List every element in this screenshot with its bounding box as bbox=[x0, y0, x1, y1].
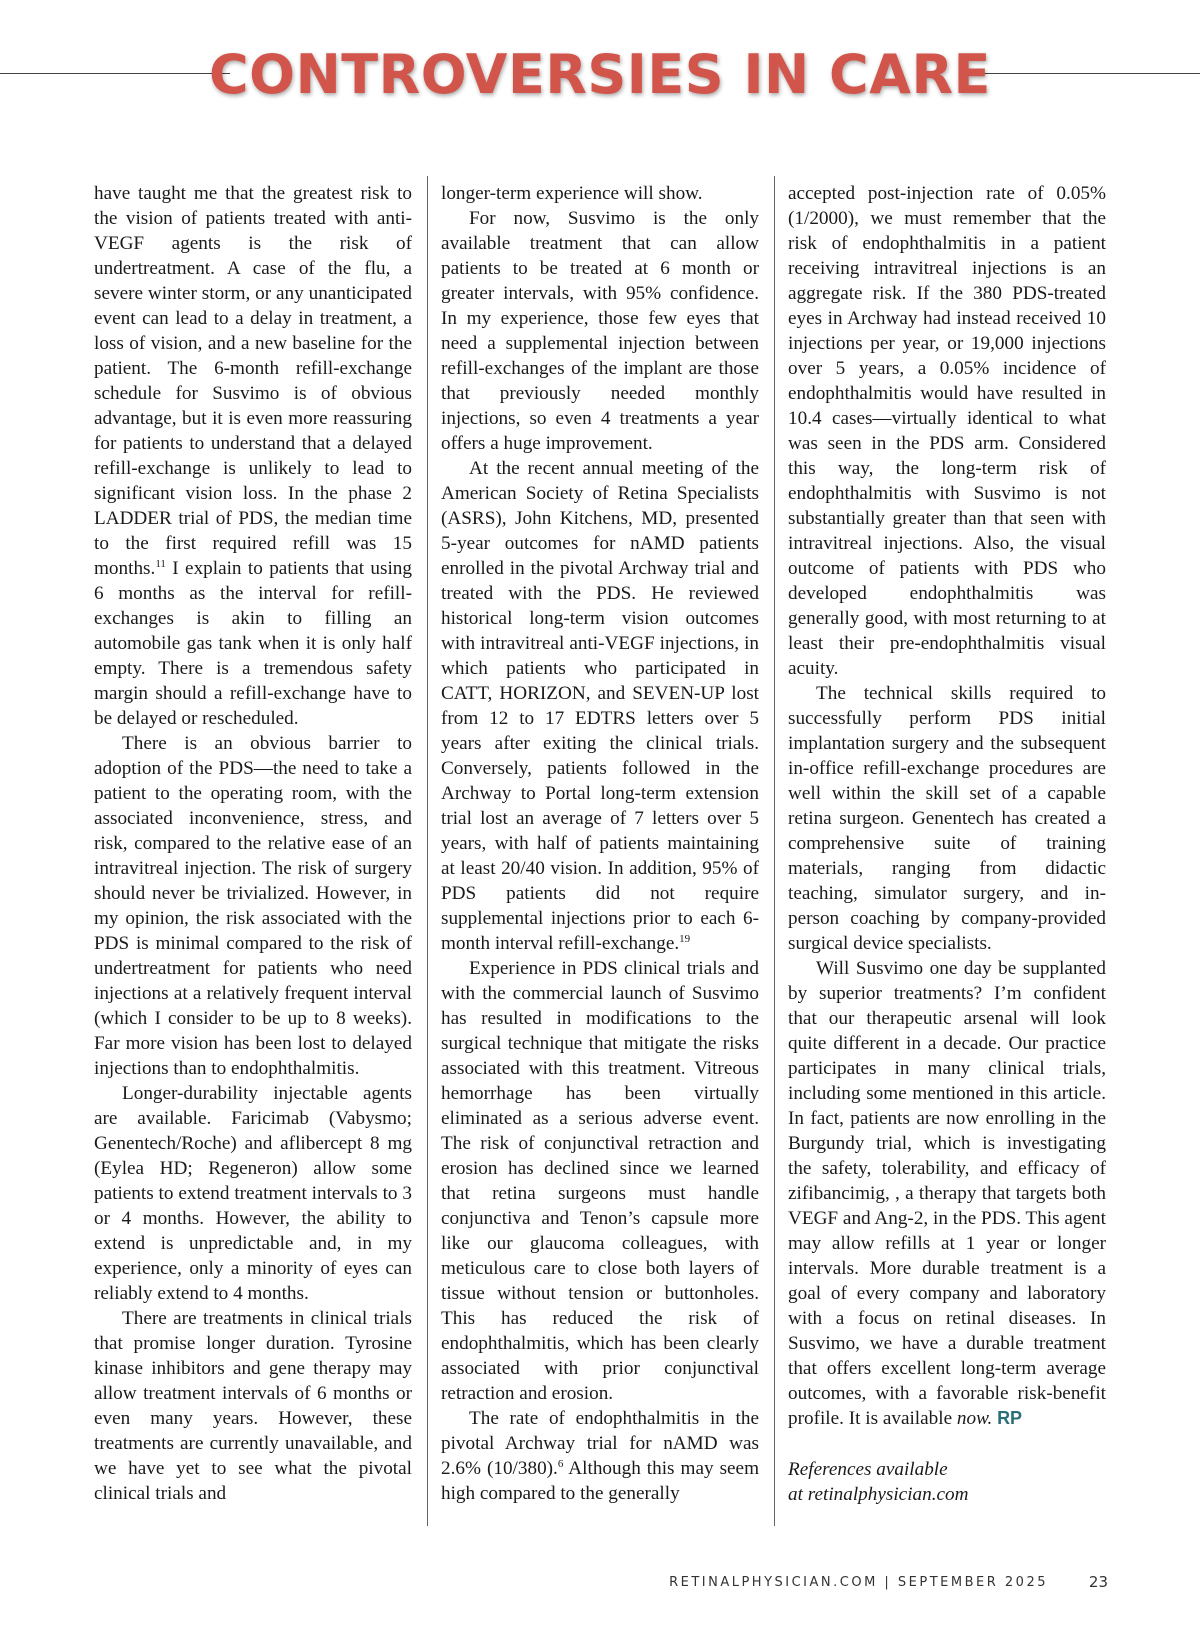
page-footer bbox=[600, 1571, 1120, 1595]
rp-end-mark: RP bbox=[997, 1408, 1023, 1428]
paragraph: The technical skills required to successfully perform PDS initial implantation surgery and the subsequent in-office refill-exchange procedures are well within the skill set of a capable retina surgeon. Genentech has created a comprehensive suite of training materials, ranging from didactic teaching, simulator surgery, and in-person coaching by company-provided surgical device specialists. bbox=[788, 683, 1106, 954]
section-title: CONTROVERSIES IN CARE bbox=[209, 43, 991, 106]
paragraph: There are treatments in clinical trials that promise longer duration. Tyrosine kinase inhibitors and gene therapy may allow treatment intervals of 6 months or even many years. However, these treatments are currently unavailable, and we have yet to see what the pivotal clinical trials and bbox=[94, 1308, 412, 1504]
paragraph: longer-term experience will show. bbox=[441, 183, 703, 204]
paragraph: accepted post-injection rate of 0.05% (1/2000), we must remember that the risk of endophthalmitis in a patient receiving intravitreal injections is an aggregate risk. If the 380 PDS-treated eyes in Archway had instead received 10 injections per year, or 19,000 injections over 5 years, a 0.05% incidence of endophthalmitis would have resulted in 10.4 cases—virtually identical to what was seen in the PDS arm. Considered this way, the long-term risk of endophthalmitis with Susvimo is not substantially greater than that seen with intravitreal injections. Also, the visual outcome of patients with PDS who developed endophthalmitis was generally good, with most returning to at least their pre-endophthalmitis visual acuity. bbox=[788, 183, 1106, 679]
paragraph: For now, Susvimo is the only available treatment that can allow patients to be treated at 6 month or greater intervals, with 95% confidence. In my experience, those few eyes that need a supplemental injection between refill-exchanges of the implant are those that previously needed monthly injections, so even 4 treatments a year offers a huge improvement. bbox=[441, 208, 759, 454]
citation: 11 bbox=[155, 558, 166, 570]
column-divider bbox=[427, 176, 428, 1526]
paragraph: The rate of endophthalmitis in the pivotal Archway trial for nAMD was 2.6% (10/380).$^6$ Although this may seem high compared to the generally bbox=[441, 1408, 759, 1504]
paragraph: have taught me that the greatest risk to the vision of patients treated with anti-VEGF agents is the risk of undertreatment. A case of the flu, a severe winter storm, or any unanticipated event can lead to a delay in treatment, a loss of vision, and a new baseline for the patient. The 6-month refill-exchange schedule for Susvimo is of obvious advantage, but it is even more reassuring for patients to understand that a delayed refill-exchange is unlikely to lead to significant vision loss. In the phase 2 LADDER trial of PDS, the median time to the first required refill was 15 months.$^{11}$ I explain to patients that using 6 months as the interval for refill-exchanges is akin to filling an automobile gas tank when it is only half empty. There is a tremendous safety margin should a refill-exchange have to be delayed or rescheduled. bbox=[94, 183, 412, 729]
column-divider bbox=[774, 176, 775, 1526]
references-note: References available at retinalphysician.com bbox=[788, 1459, 969, 1505]
footer-site-date: RETINALPHYSICIAN.COM | SEPTEMBER 2025 bbox=[669, 1575, 1048, 1590]
paragraph: At the recent annual meeting of the American Society of Retina Specialists (ASRS), John Kitchens, MD, presented 5-year outcomes for nAMD patients enrolled in the pivotal Archway trial and treated with the PDS. He reviewed historical long-term vision outcomes with intravitreal anti-VEGF injections, in which patients who participated in CATT, HORIZON, and SEVEN-UP lost from 12 to 17 EDTRS letters over 5 years after exiting the clinical trials. Conversely, patients followed in the Archway to Portal long-term extension trial lost an average of 7 letters over 5 years, with half of patients maintaining at least 20/40 vision. In addition, 95% of PDS patients did not require supplemental injections prior to each 6-month interval refill-exchange.$^{19}$ bbox=[441, 458, 759, 954]
paragraph: There is an obvious barrier to adoption of the PDS—the need to take a patient to the operating room, with the associated inconvenience, stress, and risk, compared to the relative ease of an intravitreal injection. The risk of surgery should never be trivialized. However, in my opinion, the risk associated with the PDS is minimal compared to the risk of undertreatment for patients who need injections at a relatively frequent interval (which I consider to be up to 8 weeks). Far more vision has been lost to delayed injections than to endophthalmitis. bbox=[94, 733, 412, 1079]
citation: 19 bbox=[679, 933, 691, 945]
paragraph: Will Susvimo one day be supplanted by superior treatments? I’m confident that our therapeutic arsenal will look quite different in a decade. Our practice participates in many clinical trials, including some mentioned in this article. In fact, patients are now enrolling in the Burgundy trial, which is investigating the safety, tolerability, and efficacy of zifibancimig, , a therapy that targets both VEGF and Ang-2, in the PDS. This agent may allow refills at 1 year or longer intervals. More durable treatment is a goal of every company and laboratory with a focus on retinal diseases. In Susvimo, we have a durable treatment that offers excellent long-term average outcomes, with a favorable risk-benefit profile. It is available now. RP bbox=[788, 958, 1106, 1429]
column-1 bbox=[94, 181, 412, 1506]
paragraph: Experience in PDS clinical trials and with the commercial launch of Susvimo has resulted in modifications to the surgical technique that mitigate the risks associated with this treatment. Vitreous hemorrhage has been virtually eliminated as a serious adverse event. The risk of conjunctival retraction and erosion has declined since we learned that retina surgeons must handle conjunctiva and Tenon’s capsule more like our glaucoma colleagues, with meticulous care to close both layers of tissue without tension or buttonholes. This has reduced the risk of endophthalmitis, which has been clearly associated with prior conjunctival retraction and erosion. bbox=[441, 958, 759, 1404]
page-number: 23 bbox=[1088, 1573, 1108, 1591]
column-2 bbox=[441, 181, 759, 1506]
citation: 6 bbox=[557, 1458, 564, 1470]
paragraph: Longer-durability injectable agents are available. Faricimab (Vabysmo; Genentech/Roche) and aflibercept 8 mg (Eylea HD; Regeneron) allow some patients to extend treatment intervals to 3 or 4 months. However, the ability to extend is unpredictable and, in my experience, only a minority of eyes can reliably extend to 4 months. bbox=[94, 1083, 412, 1304]
column-3 bbox=[788, 181, 1106, 1507]
